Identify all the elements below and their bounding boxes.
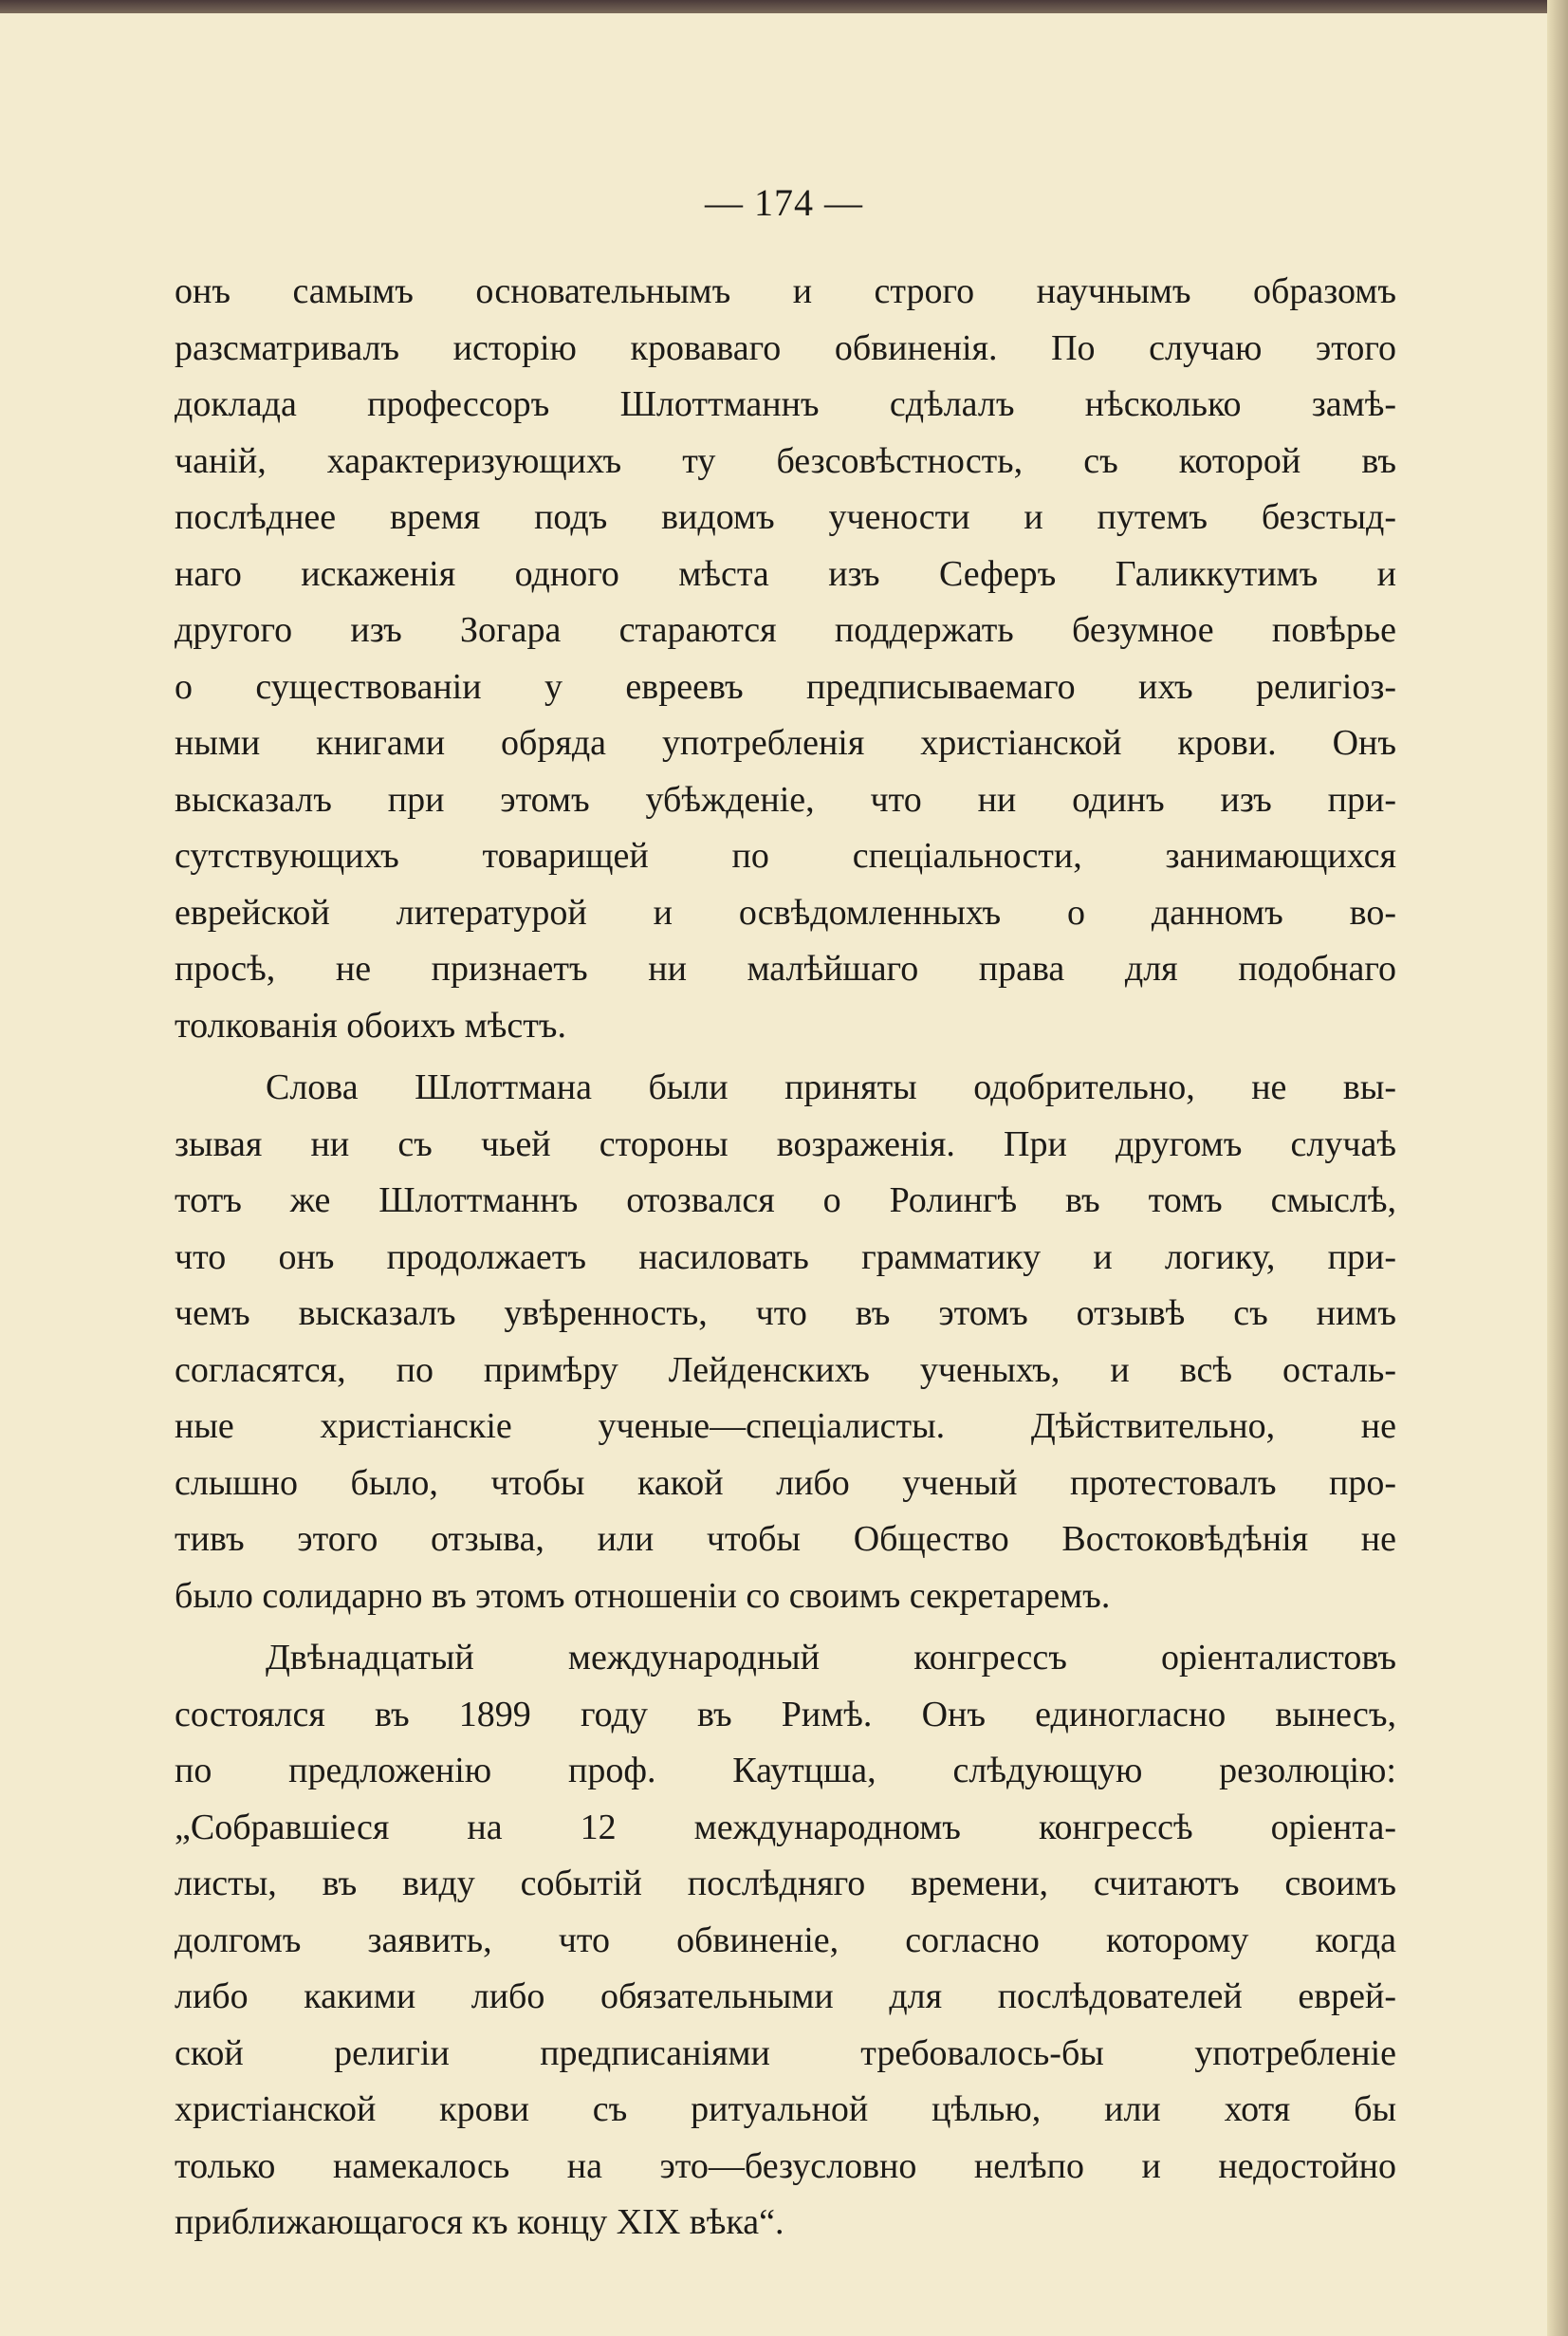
text-line: онъ самымъ основательнымъ и строго научнымъ образомъ (175, 271, 1396, 311)
page-right-edge (1547, 0, 1568, 2336)
text-line: Слова Шлоттмана были приняты одобрительно, не вы- (266, 1067, 1396, 1107)
text-line: христіанской крови съ ритуальной цѣлью, или хотя бы (175, 2089, 1396, 2129)
text-line: толкованія обоихъ мѣстъ. (175, 1005, 566, 1046)
text-line: листы, въ виду событій послѣдняго времени, считаютъ своимъ (175, 1863, 1396, 1903)
text-line: было солидарно въ этомъ отношеніи со своимъ секретаремъ. (175, 1575, 1111, 1616)
text-line: ными книгами обряда употребленія христіанской крови. Онъ (175, 723, 1396, 763)
paragraph (175, 264, 1396, 1054)
paragraph (175, 1630, 1396, 2252)
text-line: состоялся въ 1899 году въ Римѣ. Онъ единогласно вынесъ, (175, 1694, 1396, 1734)
text-line: другого изъ Зогара стараются поддержать безумное повѣрье (175, 610, 1396, 650)
text-line: что онъ продолжаетъ насиловать грамматику и логику, при- (175, 1236, 1396, 1277)
text-line: слышно было, чтобы какой либо ученый протестовалъ про- (175, 1462, 1396, 1503)
text-line: разсматривалъ исторію кроваваго обвиненія. По случаю этого (175, 327, 1396, 368)
text-line: только намекалось на это—безусловно нелѣпо и недостойно (175, 2145, 1396, 2186)
text-line: чаній, характеризующихъ ту безсовѣстность, съ которой въ (175, 440, 1396, 481)
page-top-edge (0, 0, 1568, 13)
text-line: послѣднее время подъ видомъ учености и путемъ безстыд- (175, 497, 1396, 537)
text-line: просѣ, не признаетъ ни малѣйшаго права для подобнаго (175, 949, 1396, 989)
text-line: тивъ этого отзыва, или чтобы Общество Востоковѣдѣнія не (175, 1519, 1396, 1559)
text-line: чемъ высказалъ увѣренность, что въ этомъ отзывѣ съ нимъ (175, 1293, 1396, 1333)
text-line: ные христіанскіе ученые—спеціалисты. Дѣйствительно, не (175, 1406, 1396, 1446)
text-line: зывая ни съ чьей стороны возраженія. При другомъ случаѣ (175, 1123, 1396, 1164)
text-line: ской религіи предписаніями требовалось-бы употребленіе (175, 2032, 1396, 2073)
text-line: либо какими либо обязательными для послѣдователей еврей- (175, 1976, 1396, 2016)
page-number: — 174 — (705, 181, 863, 224)
text-line: сутствующихъ товарищей по спеціальности, занимающихся (175, 836, 1396, 876)
text-line: наго искаженія одного мѣста изъ Сеферъ Галиккутимъ и (175, 553, 1396, 594)
text-line: долгомъ заявить, что обвиненіе, согласно которому когда (175, 1919, 1396, 1960)
text-line: „Собравшіеся на 12 международномъ конгрессѣ оріента- (175, 1807, 1396, 1847)
paragraph (175, 1060, 1396, 1624)
text-line: Двѣнадцатый международный конгрессъ оріенталистовъ (266, 1638, 1396, 1678)
text-line: еврейской литературой и освѣдомленныхъ о данномъ во- (175, 892, 1396, 933)
text-line: доклада профессоръ Шлоттманнъ сдѣлалъ нѣсколько замѣ- (175, 384, 1396, 424)
text-line: о существованіи у евреевъ предписываемаго ихъ религіоз- (175, 666, 1396, 707)
body-text (175, 264, 1396, 2257)
text-line: по предложенію проф. Каутцша, слѣдующую резолюцію: (175, 1751, 1396, 1790)
text-line: приближающагося къ концу XIX вѣка“. (175, 2202, 784, 2242)
text-line: тотъ же Шлоттманнъ отозвался о Ролингѣ въ томъ смыслѣ, (175, 1180, 1396, 1220)
text-line: согласятся, по примѣру Лейденскихъ ученыхъ, и всѣ осталь- (175, 1349, 1396, 1390)
text-line: высказалъ при этомъ убѣжденіе, что ни одинъ изъ при- (175, 779, 1396, 820)
